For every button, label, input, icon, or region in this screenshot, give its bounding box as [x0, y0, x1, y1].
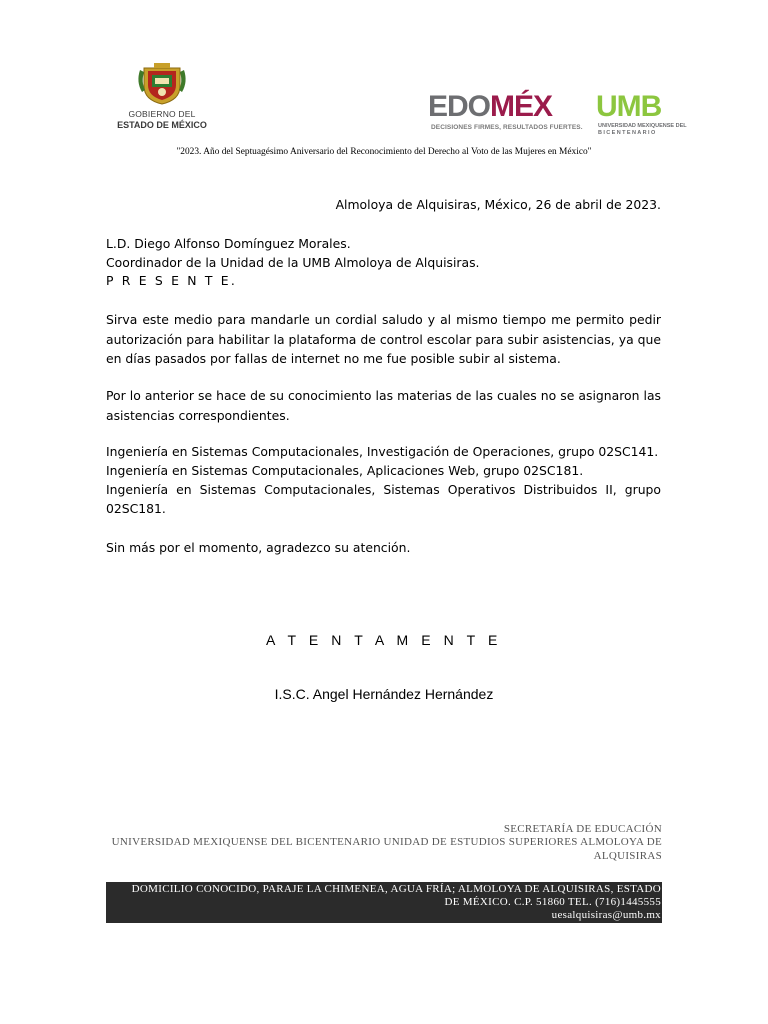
footer-email: uesalquisiras@umb.mx: [551, 909, 661, 922]
edomex-tagline: DECISIONES FIRMES, RESULTADOS FUERTES.: [431, 124, 583, 131]
umb-tagline-1: UNIVERSIDAD MEXIQUENSE DEL: [598, 123, 687, 129]
state-coat-of-arms-icon: [136, 62, 188, 106]
gov-estado-mexico-logo: [106, 62, 218, 132]
closing-line: Sin más por el momento, agradezco su atención.: [106, 540, 411, 555]
subject-item: Ingeniería en Sistemas Computacionales, Aplicaciones Web, grupo 02SC181.: [106, 463, 584, 478]
footer-address: DOMICILIO CONOCIDO, PARAJE LA CHIMENEA, AGUA FRÍA; ALMOLOYA DE ALQUISIRAS, ESTADO DE MÉXICO. C.P. 51860 TEL. (716)1445555: [131, 883, 661, 909]
footer-institution: [106, 823, 662, 863]
gov-logo-line1: GOBIERNO DEL: [128, 109, 196, 119]
recipient-name: L.D. Diego Alfonso Domínguez Morales.: [106, 236, 351, 251]
umb-tagline-2: BICENTENARIO: [598, 130, 657, 136]
year-motto: "2023. Año del Septuagésimo Aniversario del Reconocimiento del Derecho al Voto de las Mujeres en México": [176, 147, 592, 157]
letter-date: Almoloya de Alquisiras, México, 26 de abril de 2023.: [335, 197, 661, 212]
body-paragraph-1: Sirva este medio para mandarle un cordial saludo y al mismo tiempo me permito pedir autorización para habilitar la plataforma de control escolar para subir asistencias, ya que en días pasados por fallas de internet no me fue posible subir al sistema.: [106, 312, 661, 366]
umb-logo: [596, 92, 690, 136]
presente-line: P R E S E N T E.: [106, 273, 237, 288]
edomex-logo: [428, 92, 590, 136]
signer-name: I.S.C. Angel Hernández Hernández: [274, 686, 494, 702]
recipient-title: Coordinador de la Unidad de la UMB Almoloya de Alquisiras.: [106, 254, 480, 270]
umb-wordmark: UMB: [596, 90, 662, 123]
footer-university: UNIVERSIDAD MEXIQUENSE DEL BICENTENARIO UNIDAD DE ESTUDIOS SUPERIORES ALMOLOYA DE ALQUISIRAS: [111, 836, 662, 862]
subjects-list: [106, 442, 661, 518]
subject-item: Ingeniería en Sistemas Computacionales, Investigación de Operaciones, grupo 02SC141.: [106, 444, 659, 459]
subject-item: Ingeniería en Sistemas Computacionales, Sistemas Operativos Distribuidos II, grupo 02SC181.: [106, 482, 661, 516]
atentamente: A T E N T A M E N T E: [266, 632, 502, 648]
body-paragraph-2: Por lo anterior se hace de su conocimiento las materias de las cuales no se asignaron las asistencias correspondientes.: [106, 388, 661, 423]
gov-logo-line2: ESTADO DE MÉXICO: [117, 120, 207, 130]
footer-secretaria: SECRETARÍA DE EDUCACIÓN: [503, 823, 662, 835]
footer-address-bar: [106, 882, 662, 923]
recipient-block: [106, 235, 661, 291]
edomex-wordmark: EDOMÉX: [428, 90, 553, 123]
